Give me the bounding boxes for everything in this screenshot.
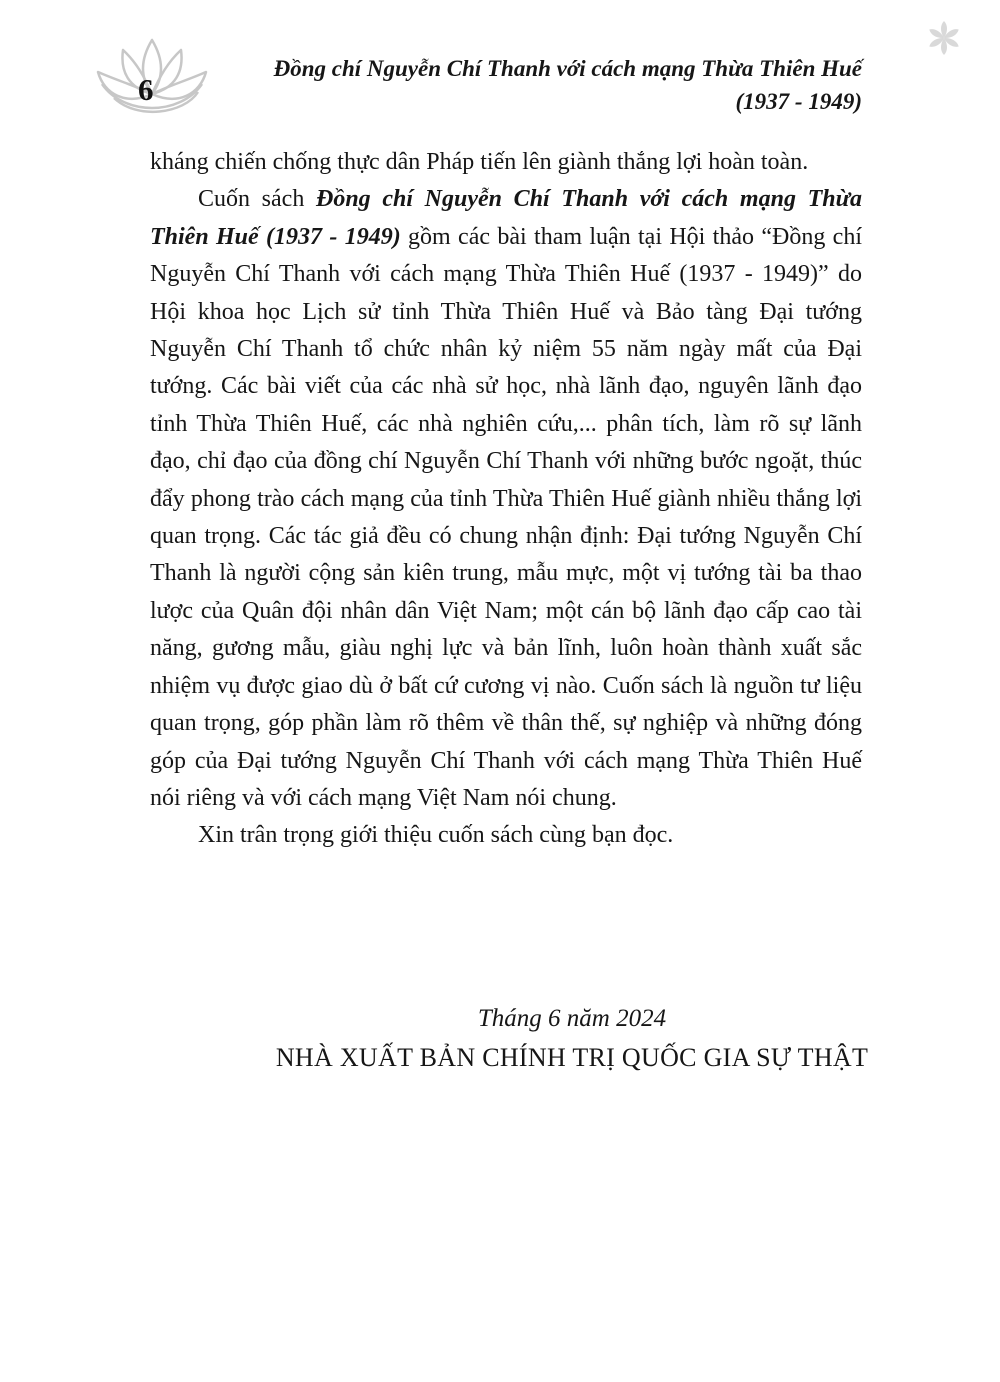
signature-date: Tháng 6 năm 2024 <box>477 1005 667 1032</box>
running-title-line2: (1937 - 1949) <box>735 89 862 114</box>
paragraph-text: Cuốn sách <box>198 186 316 213</box>
paragraph <box>150 817 862 854</box>
book-title-emphasis: Đồng chí Nguyễn Chí Thanh với cách mạng Thừa Thiên Huế (1937 - 1949) <box>150 186 862 250</box>
running-title-line1: Đồng chí Nguyễn Chí Thanh với cách mạng Thừa Thiên Huế <box>273 56 862 81</box>
signature-block <box>150 1000 869 1078</box>
page-number-marker <box>92 34 212 138</box>
signature-inner <box>252 1000 892 1078</box>
paragraph <box>150 144 862 181</box>
publisher-name: NHÀ XUẤT BẢN CHÍNH TRỊ QUỐC GIA SỰ THẬT <box>275 1043 869 1072</box>
page-number: 6 <box>138 72 154 107</box>
paragraph <box>150 181 862 817</box>
flower-ornament-icon <box>924 18 964 58</box>
paragraph-text: Xin trân trọng giới thiệu cuốn sách cùng bạn đọc. <box>198 822 674 849</box>
page-body <box>150 144 862 855</box>
paragraph-text: kháng chiến chống thực dân Pháp tiến lên giành thắng lợi hoàn toàn. <box>150 149 809 175</box>
running-header <box>222 52 862 118</box>
body-paragraphs <box>150 144 862 855</box>
paragraph-text: gồm các bài tham luận tại Hội thảo “Đồng chí Nguyễn Chí Thanh với cách mạng Thừa Thiên Huế (1937 - 1949)” do Hội khoa học Lịch sử tỉnh Thừa Thiên Huế và Bảo tàng Đại tướng Nguyễn Chí Thanh tổ chức nhân kỷ niệm 55 năm ngày mất của Đại tướng. Các bài viết của các nhà sử học, nhà lãnh đạo, nguyên lãnh đạo tỉnh Thừa Thiên Huế, các nhà nghiên cứu,... phân tích, làm rõ sự lãnh đạo, chỉ đạo của đồng chí Nguyễn Chí Thanh với những bước ngoặt, thúc đẩy phong trào cách mạng của tỉnh Thừa Thiên Huế giành nhiều thắng lợi quan trọng. Các tác giả đều có chung nhận định: Đại tướng Nguyễn Chí Thanh là người cộng sản kiên trung, mẫu mực, một vị tướng tài ba thao lược của Quân đội nhân dân Việt Nam; một cán bộ lãnh đạo cấp cao tài năng, gương mẫu, giàu nghị lực và bản lĩnh, luôn hoàn thành xuất sắc nhiệm vụ được giao dù ở bất cứ cương vị nào. Cuốn sách là nguồn tư liệu quan trọng, góp phần làm rõ thêm về thân thế, sự nghiệp và những đóng góp của Đại tướng Nguyễn Chí Thanh với cách mạng Thừa Thiên Huế nói riêng và với cách mạng Việt Nam nói chung. <box>150 223 862 811</box>
